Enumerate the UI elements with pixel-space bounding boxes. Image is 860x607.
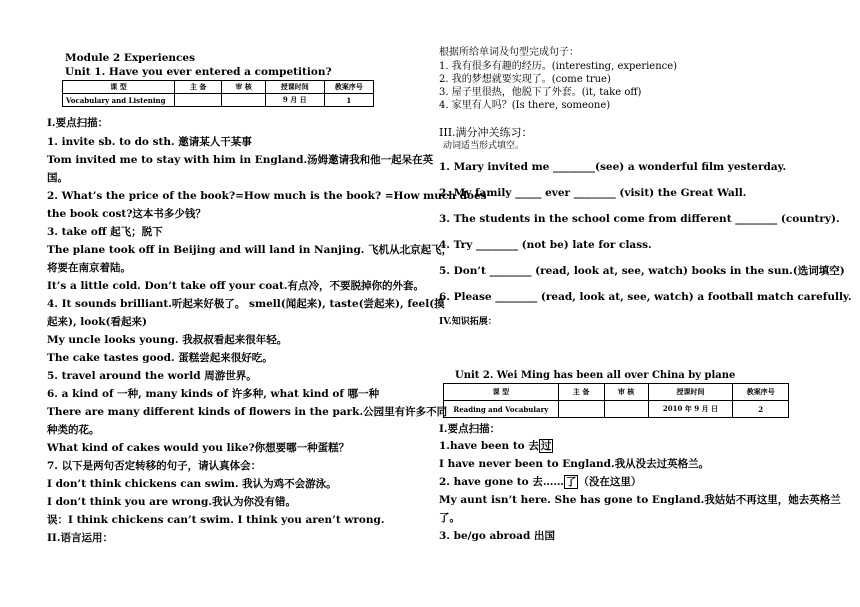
- boxed-character: 过: [540, 440, 552, 452]
- exercise-item: 3. The students in the school come from different ________ (country).: [439, 213, 840, 225]
- section-heading: II.语言运用：: [47, 532, 113, 544]
- section-heading: I.要点扫描：: [439, 423, 501, 435]
- table-header: 审 核: [604, 384, 648, 401]
- exercise-item: 6. Please ________ (read, look at, see, watch) a football match carefully.: [439, 291, 852, 303]
- text-line: 国。: [47, 172, 68, 184]
- table-cell: [222, 94, 266, 107]
- text-line: I don’t think you are wrong.我认为你没有错。: [47, 496, 297, 508]
- table-header: 主 备: [174, 81, 221, 94]
- text-line: 6. a kind of 一种, many kinds of 许多种, what kind of 哪一种: [47, 388, 380, 400]
- text-line: Tom invited me to stay with him in England.汤姆邀请我和他一起呆在英: [47, 154, 434, 166]
- table-header: 教案序号: [733, 384, 789, 401]
- text-line: [439, 476, 641, 489]
- table-header: 主 备: [558, 384, 604, 401]
- table-cell: 2010 年 9 月 日: [648, 401, 733, 418]
- table-header: 授课时间: [648, 384, 733, 401]
- text-line: The cake tastes good. 蛋糕尝起来很好吃。: [47, 352, 273, 364]
- exercise-item: 5. Don’t ________ (read, look at, see, watch) books in the sun.(选词填空): [439, 265, 845, 277]
- text-line: 1. invite sb. to do sth. 邀请某人干某事: [47, 136, 252, 148]
- table-header: 审 核: [222, 81, 266, 94]
- section-heading: III.满分冲关练习：: [439, 126, 533, 139]
- exercise-item: 4. Try ________ (not be) late for class.: [439, 239, 652, 251]
- text-line: 了。: [439, 512, 460, 524]
- text-line: My uncle looks young. 我叔叔看起来很年轻。: [47, 334, 288, 346]
- text-line: 种类的花。: [47, 424, 100, 436]
- table-header: 教案序号: [324, 81, 373, 94]
- text-line: 5. travel around the world 周游世界。: [47, 370, 257, 382]
- text-line: My aunt isn’t here. She has gone to England.我姑姑不再这里，她去英格兰: [439, 494, 841, 506]
- unit-title: Unit 2. Wei Ming has been all over China by plane: [455, 370, 736, 381]
- lesson-info-table: [62, 80, 374, 107]
- boxed-character: 了: [565, 476, 577, 488]
- table-cell: 9 月 日: [265, 94, 324, 107]
- table-header: 课 型: [63, 81, 175, 94]
- text-line: There are many different kinds of flowers in the park.公园里有许多不同: [47, 406, 448, 418]
- section-subtitle: 动词适当形式填空。: [443, 141, 525, 151]
- table-cell: [558, 401, 604, 418]
- text-line: 3. be/go abroad 出国: [439, 530, 555, 542]
- text-line: I don’t think chickens can swim. 我认为鸡不会游泳。: [47, 478, 337, 490]
- lesson-info-table: [443, 383, 789, 418]
- section-heading: I.要点扫描：: [47, 117, 109, 129]
- module-title: Module 2 Experiences: [65, 52, 195, 64]
- text-line: the book cost?这本书多少钱？: [47, 208, 206, 220]
- text-line: The plane took off in Beijing and will land in Nanjing. 飞机从北京起飞，: [47, 244, 453, 256]
- table-cell: [604, 401, 648, 418]
- text-line: 误：I think chickens can’t swim. I think you aren’t wrong.: [47, 514, 385, 526]
- point-note: （没在这里）: [578, 476, 642, 488]
- table-cell: Vocabulary and Listening: [63, 94, 175, 107]
- point-text: 1.have been to 去: [439, 440, 539, 452]
- table-cell: 1: [324, 94, 373, 107]
- translation-item: 3. 屋子里很热，他脱下了外套。(it, take off): [439, 87, 642, 98]
- translation-item: 1. 我有很多有趣的经历。(interesting, experience): [439, 61, 678, 72]
- text-line: 将要在南京着陆。: [47, 262, 131, 274]
- exercise-item: 2. My family _____ ever ________ (visit) the Great Wall.: [439, 187, 747, 199]
- section-heading: IV.知识拓展：: [439, 317, 497, 327]
- table-header: 课 型: [444, 384, 559, 401]
- text-line: 3. take off 起飞；脱下: [47, 226, 163, 238]
- table-cell: Reading and Vocabulary: [444, 401, 559, 418]
- text-line: It’s a little cold. Don’t take off your coat.有点冷，不要脱掉你的外套。: [47, 280, 425, 292]
- table-cell: 2: [733, 401, 789, 418]
- translation-item: 2. 我的梦想就要实现了。(come true): [439, 74, 611, 85]
- table-cell: [174, 94, 221, 107]
- text-line: 4. It sounds brilliant.听起来好极了。 smell(闻起来), taste(尝起来), feel(摸: [47, 298, 445, 310]
- text-line: 2. What’s the price of the book?=How much is the book? =How much does: [47, 190, 487, 202]
- text-line: [439, 440, 553, 453]
- instruction: 根据所给单词及句型完成句子：: [439, 47, 579, 58]
- unit-title: Unit 1. Have you ever entered a competition?: [65, 66, 332, 78]
- translation-item: 4. 家里有人吗？(Is there, someone): [439, 100, 611, 111]
- exercise-item: 1. Mary invited me ________(see) a wonderful film yesterday.: [439, 161, 787, 173]
- point-text: 2. have gone to 去……: [439, 476, 564, 488]
- text-line: What kind of cakes would you like?你想要哪一种蛋糕？: [47, 442, 350, 454]
- table-header: 授课时间: [265, 81, 324, 94]
- text-line: 起来), look(看起来): [47, 316, 147, 328]
- text-line: I have never been to England.我从没去过英格兰。: [439, 458, 710, 470]
- text-line: 7. 以下是两句否定转移的句子，请认真体会：: [47, 460, 262, 472]
